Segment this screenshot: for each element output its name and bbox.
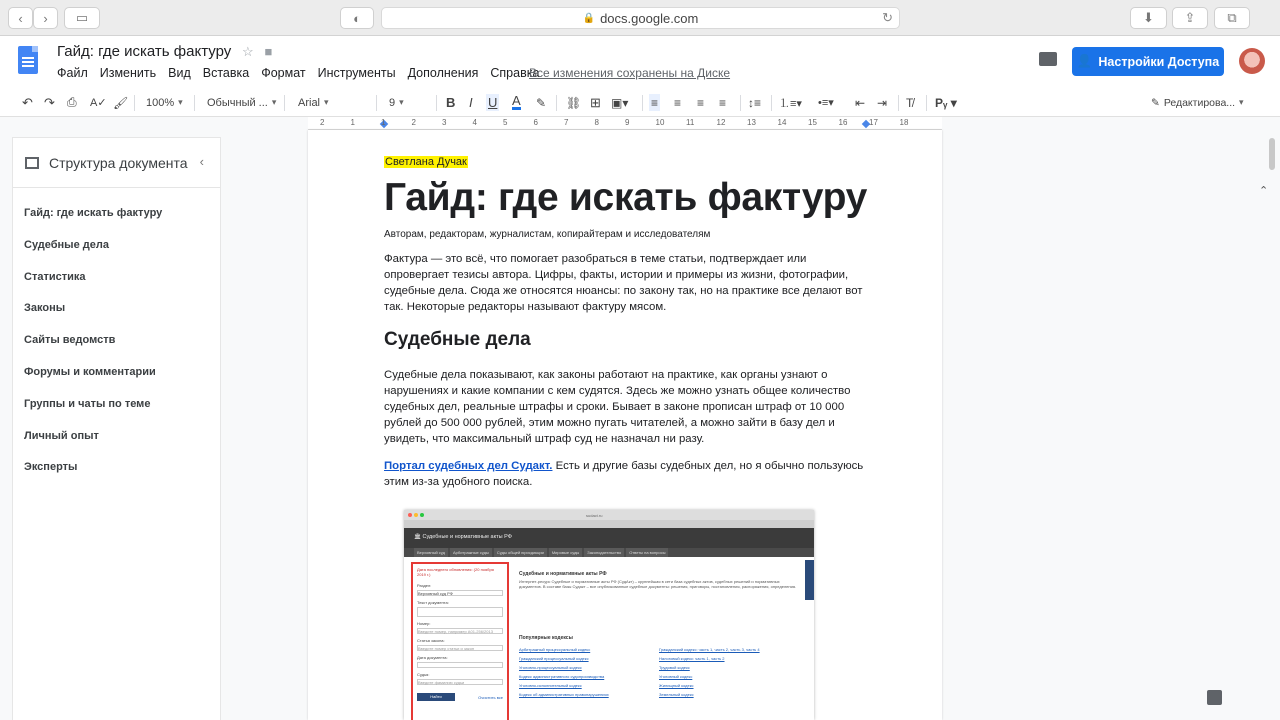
ruler-tick-label: 8: [594, 118, 599, 127]
embedded-code-link: Уголовно-процессуальный кодекс: [519, 665, 582, 670]
outline-icon: [25, 157, 39, 169]
highlight-icon[interactable]: ✎: [536, 95, 547, 110]
ruler: [0, 117, 1280, 130]
ruler-tick-label: 2: [411, 118, 416, 127]
embedded-code-link: Кодекс административного судопроизводства: [519, 674, 605, 679]
embedded-codes: [519, 635, 801, 701]
editing-mode-label: Редактирова...: [1163, 96, 1236, 109]
ruler-tick-label: 15: [808, 118, 817, 127]
link-icon[interactable]: ⛓: [566, 95, 582, 110]
embedded-about: [519, 572, 801, 589]
collapse-menu-icon[interactable]: ⌃: [1259, 185, 1269, 197]
underline-icon[interactable]: U: [488, 95, 498, 110]
embedded-screenshot[interactable]: [404, 510, 814, 720]
align-right-icon[interactable]: ≡: [697, 95, 705, 110]
vertical-scrollbar[interactable]: [1269, 138, 1275, 170]
tabs-icon: ⧉: [1227, 10, 1237, 25]
embedded-about-text: Интернет-ресурс Судебные и нормативные акты РФ (СудАкт) – крупнейшая в сети база судебных актов, судебных решений и нормативных документов. В составе базы Судакт – все опубликованные судебные документы: решения, приговоры, постановления, распоряжения, определения.: [519, 579, 797, 589]
ruler-tick-label: 17: [869, 118, 878, 127]
align-justify-icon[interactable]: ≡: [719, 95, 727, 110]
embedded-label: Дата документа:: [417, 655, 448, 660]
add-comment-icon[interactable]: ⊞: [590, 94, 601, 110]
ruler-tick-label: 1: [381, 118, 386, 127]
embedded-label: Раздел:: [417, 583, 432, 588]
shield-icon: ◐: [353, 10, 361, 26]
embedded-code-link: Гражданский кодекс: часть 1, часть 2, часть 3, часть 4: [659, 647, 760, 652]
embedded-search-form: [411, 562, 509, 720]
sudact-link[interactable]: Портал судебных дел Судакт.: [384, 460, 553, 472]
ruler-tick-label: 11: [686, 118, 695, 127]
embedded-code-link: Жилищный кодекс: [659, 683, 694, 688]
document-outline-panel: [12, 137, 221, 720]
zoom-select[interactable]: 100% ▾: [146, 94, 183, 111]
ruler-tick-label: 18: [899, 118, 909, 127]
outline-title: Структура документа: [49, 154, 188, 171]
font-size-select[interactable]: 9 ▾: [389, 94, 429, 111]
line-spacing-icon[interactable]: ↕≡: [748, 95, 762, 110]
embedded-address: sudact.ru: [586, 512, 603, 518]
outline-item[interactable]: Эксперты: [24, 461, 78, 474]
intro-paragraph: Фактура — это всё, что помогает разобраться в теме статьи, подтверждает или опровергает тезисы автора. Цифры, факты, истории и примеры из жизни, фотографии, судебные дела. Сюда же относятся нюансы: по закону так, но на практике все делают вот так. Некоторые редакторы называют фактуру мясом.: [384, 253, 863, 313]
lock-icon: 🔒: [582, 12, 596, 24]
embedded-nav-item: Верховный суд: [414, 548, 448, 557]
decrease-indent-icon[interactable]: ⇤: [855, 95, 866, 110]
spellcheck-icon[interactable]: A✓: [90, 97, 107, 109]
document-page[interactable]: [308, 130, 942, 720]
embedded-clear-link: Очистить все: [478, 694, 503, 700]
menu-tools[interactable]: Инструменты: [317, 66, 396, 80]
embedded-nav-item: Мировые суды: [549, 548, 582, 557]
embedded-field: [417, 662, 503, 668]
clear-formatting-icon[interactable]: T̸: [906, 95, 914, 110]
outline-item[interactable]: Группы и чаты по теме: [24, 397, 151, 410]
embedded-code-link: Кодекс об административных правонарушениях: [519, 692, 609, 697]
align-center-icon[interactable]: ≡: [674, 95, 682, 110]
menu-help[interactable]: Справка: [490, 66, 540, 80]
ruler-scale[interactable]: [308, 117, 942, 130]
save-status[interactable]: Все изменения сохранены на Диске: [529, 66, 731, 80]
embedded-label: Статья закона:: [417, 638, 445, 643]
text-color-icon[interactable]: A: [512, 93, 521, 108]
menu-format[interactable]: Формат: [261, 66, 306, 80]
ruler-tick-label: 4: [472, 118, 477, 127]
menu-edit[interactable]: Изменить: [99, 66, 157, 80]
embedded-code-link: Гражданский процессуальный кодекс: [519, 656, 589, 661]
embedded-nav: [404, 548, 814, 557]
court-cases-paragraph: Судебные дела показывают, как законы работают на практике, как органы узнают о нарушениях и какие компании с кем судятся. Здесь же можно узнать общее количество судебных дел, реальные штрафы и сроки. Бывает в законе прописан штраф от 10 000 рублей до 500 000 рублей, этим можно пугать читателей, а можно зайти в базу дел и увидеть, что максимальный штраф суд не назначал ни разу.: [384, 369, 851, 445]
ruler-tick-label: 2: [320, 118, 325, 127]
reload-icon[interactable]: ↻: [882, 10, 893, 25]
numbered-list-icon[interactable]: ⒈≡▾: [779, 97, 802, 110]
docs-logo-icon[interactable]: [18, 46, 38, 74]
comments-icon[interactable]: [1039, 52, 1057, 66]
explore-icon[interactable]: [1207, 690, 1222, 705]
embedded-nav-item: Суды общей юрисдикции: [494, 548, 547, 557]
italic-icon[interactable]: I: [469, 95, 473, 110]
sudact-paragraph: [384, 458, 864, 490]
privacy-button[interactable]: [340, 7, 374, 29]
section-heading-court-cases: Судебные дела: [384, 329, 531, 350]
embedded-site-title: Судебные и нормативные акты РФ: [422, 534, 512, 540]
back-button[interactable]: [8, 7, 33, 29]
embedded-nav-item: Арбитражные суды: [450, 548, 492, 557]
embedded-code-link: Налоговый кодекс: часть 1, часть 2: [659, 656, 725, 661]
bold-icon[interactable]: B: [446, 95, 456, 110]
embedded-code-link: Трудовой кодекс: [659, 665, 690, 670]
ruler-tick-label: 3: [442, 118, 447, 127]
ruler-tick-label: 13: [747, 118, 756, 127]
insert-image-icon[interactable]: ▣▾: [611, 95, 629, 110]
embedded-label: Номер:: [417, 621, 431, 626]
input-tools-icon[interactable]: Pᵧ ▾: [935, 95, 957, 110]
menu-bar: [57, 66, 551, 80]
menu-file[interactable]: Файл: [57, 66, 88, 80]
embedded-nav-item: Ответы на вопросы: [626, 548, 668, 557]
embedded-label: Судья:: [417, 672, 430, 677]
document-heading: Гайд: где искать фактуру: [384, 176, 868, 219]
paint-format-icon[interactable]: 🖌: [113, 95, 129, 110]
embedded-browser-bar: [404, 510, 814, 520]
sidebar-icon: ▭: [75, 10, 89, 25]
browser-toolbar: [0, 0, 1280, 36]
outline-item[interactable]: Форумы и комментарии: [24, 365, 156, 378]
title-actions: [242, 44, 272, 60]
embedded-updated: Дата последнего обновления: (20 ноября 2019 г.): [417, 567, 494, 577]
embedded-side-tab: [805, 560, 814, 600]
outline-item[interactable]: Личный опыт: [24, 429, 99, 442]
ruler-tick-label: 1: [350, 118, 355, 127]
download-icon: ⬇: [1143, 10, 1154, 25]
star-icon[interactable]: ☆: [242, 44, 254, 59]
folder-icon[interactable]: ■: [264, 44, 273, 59]
tabs-button[interactable]: [1214, 7, 1250, 29]
chevron-right-icon: ›: [43, 10, 48, 26]
embedded-code-link: Арбитражный процессуальный кодекс: [519, 647, 591, 652]
ruler-tick-label: 5: [503, 118, 508, 127]
outline-item[interactable]: Судебные дела: [24, 238, 109, 251]
embedded-field: Введите номер, например А01-256/2013: [417, 628, 503, 634]
ruler-tick-label: 9: [625, 118, 630, 127]
font-select[interactable]: Arial ▾: [298, 94, 370, 111]
ruler-tick-label: 14: [777, 118, 787, 127]
bulleted-list-icon[interactable]: •≡▾: [818, 97, 834, 109]
chevron-left-icon: ‹: [18, 10, 23, 26]
undo-icon[interactable]: ↶: [22, 94, 33, 110]
embedded-code-link: Земельный кодекс: [659, 692, 694, 697]
ruler-tick-label: 6: [533, 118, 538, 127]
sidebar-toggle-button[interactable]: [64, 7, 100, 29]
document-body: [384, 152, 868, 490]
align-left-icon[interactable]: ≡: [651, 95, 659, 110]
bank-icon: 🏛: [414, 534, 421, 540]
share-label: Настройки Доступа: [1098, 54, 1220, 69]
share-button[interactable]: [1072, 47, 1224, 76]
outline-item[interactable]: Законы: [24, 302, 66, 315]
embedded-code-link: Уголовный кодекс: [659, 674, 693, 679]
embedded-tabs: [404, 520, 814, 528]
sudact-text: Есть и другие базы судебных дел, но я обычно пользуюсь этим из-за удобного поиска.: [384, 460, 864, 488]
address-text: docs.google.com: [600, 10, 699, 26]
address-bar[interactable]: [381, 7, 900, 29]
person-icon: 👤: [1076, 54, 1093, 68]
downloads-button[interactable]: [1130, 7, 1167, 29]
style-select[interactable]: Обычный ... ▾: [207, 94, 276, 111]
embedded-label: Текст документа:: [417, 600, 449, 605]
embedded-about-title: Судебные и нормативные акты РФ: [519, 571, 607, 577]
ruler-tick-label: 16: [838, 118, 848, 127]
document-subtitle: Авторам, редакторам, журналистам, копирайтерам и исследователям: [384, 229, 711, 240]
outline-list: [13, 188, 220, 485]
share-icon: ⇪: [1184, 10, 1196, 25]
menu-insert[interactable]: Вставка: [202, 66, 250, 80]
share-page-button[interactable]: [1172, 7, 1208, 29]
redo-icon[interactable]: ↷: [44, 94, 55, 110]
embedded-field: Введите номер статьи и закон: [417, 645, 503, 651]
docs-header: [0, 36, 1280, 88]
increase-indent-icon[interactable]: ⇥: [877, 95, 888, 110]
outline-item[interactable]: Гайд: где искать фактуру: [24, 207, 163, 219]
avatar[interactable]: [1239, 48, 1265, 74]
document-title[interactable]: Гайд: где искать фактуру: [57, 43, 232, 60]
outline-item[interactable]: Статистика: [24, 270, 86, 283]
embedded-site-header: [404, 528, 814, 548]
embedded-nav-item: Законодательство: [584, 548, 624, 557]
embedded-field: Введите фамилию судьи: [417, 679, 503, 685]
embedded-codes-title: Популярные кодексы: [519, 635, 573, 641]
ruler-tick-label: 10: [655, 118, 665, 127]
author-name: Светлана Дучак: [385, 156, 467, 168]
outline-item[interactable]: Сайты ведомств: [24, 334, 116, 347]
embedded-code-link: Уголовно-исполнительный кодекс: [519, 683, 582, 688]
outline-header: [13, 138, 220, 188]
embedded-field: Верховный суд РФ: [417, 590, 503, 596]
editing-mode-select[interactable]: [1151, 94, 1244, 111]
menu-view[interactable]: Вид: [168, 66, 191, 80]
ruler-tick-label: 12: [716, 118, 726, 127]
print-icon[interactable]: ⎙: [67, 95, 77, 109]
embedded-field: [417, 607, 503, 617]
forward-button[interactable]: [33, 7, 58, 29]
menu-addons[interactable]: Дополнения: [407, 66, 479, 80]
pencil-icon: ✎: [1151, 96, 1160, 109]
embedded-find-button: Найти: [417, 693, 455, 701]
chevron-left-icon[interactable]: ‹: [199, 154, 204, 169]
ruler-tick-label: 7: [564, 118, 569, 127]
